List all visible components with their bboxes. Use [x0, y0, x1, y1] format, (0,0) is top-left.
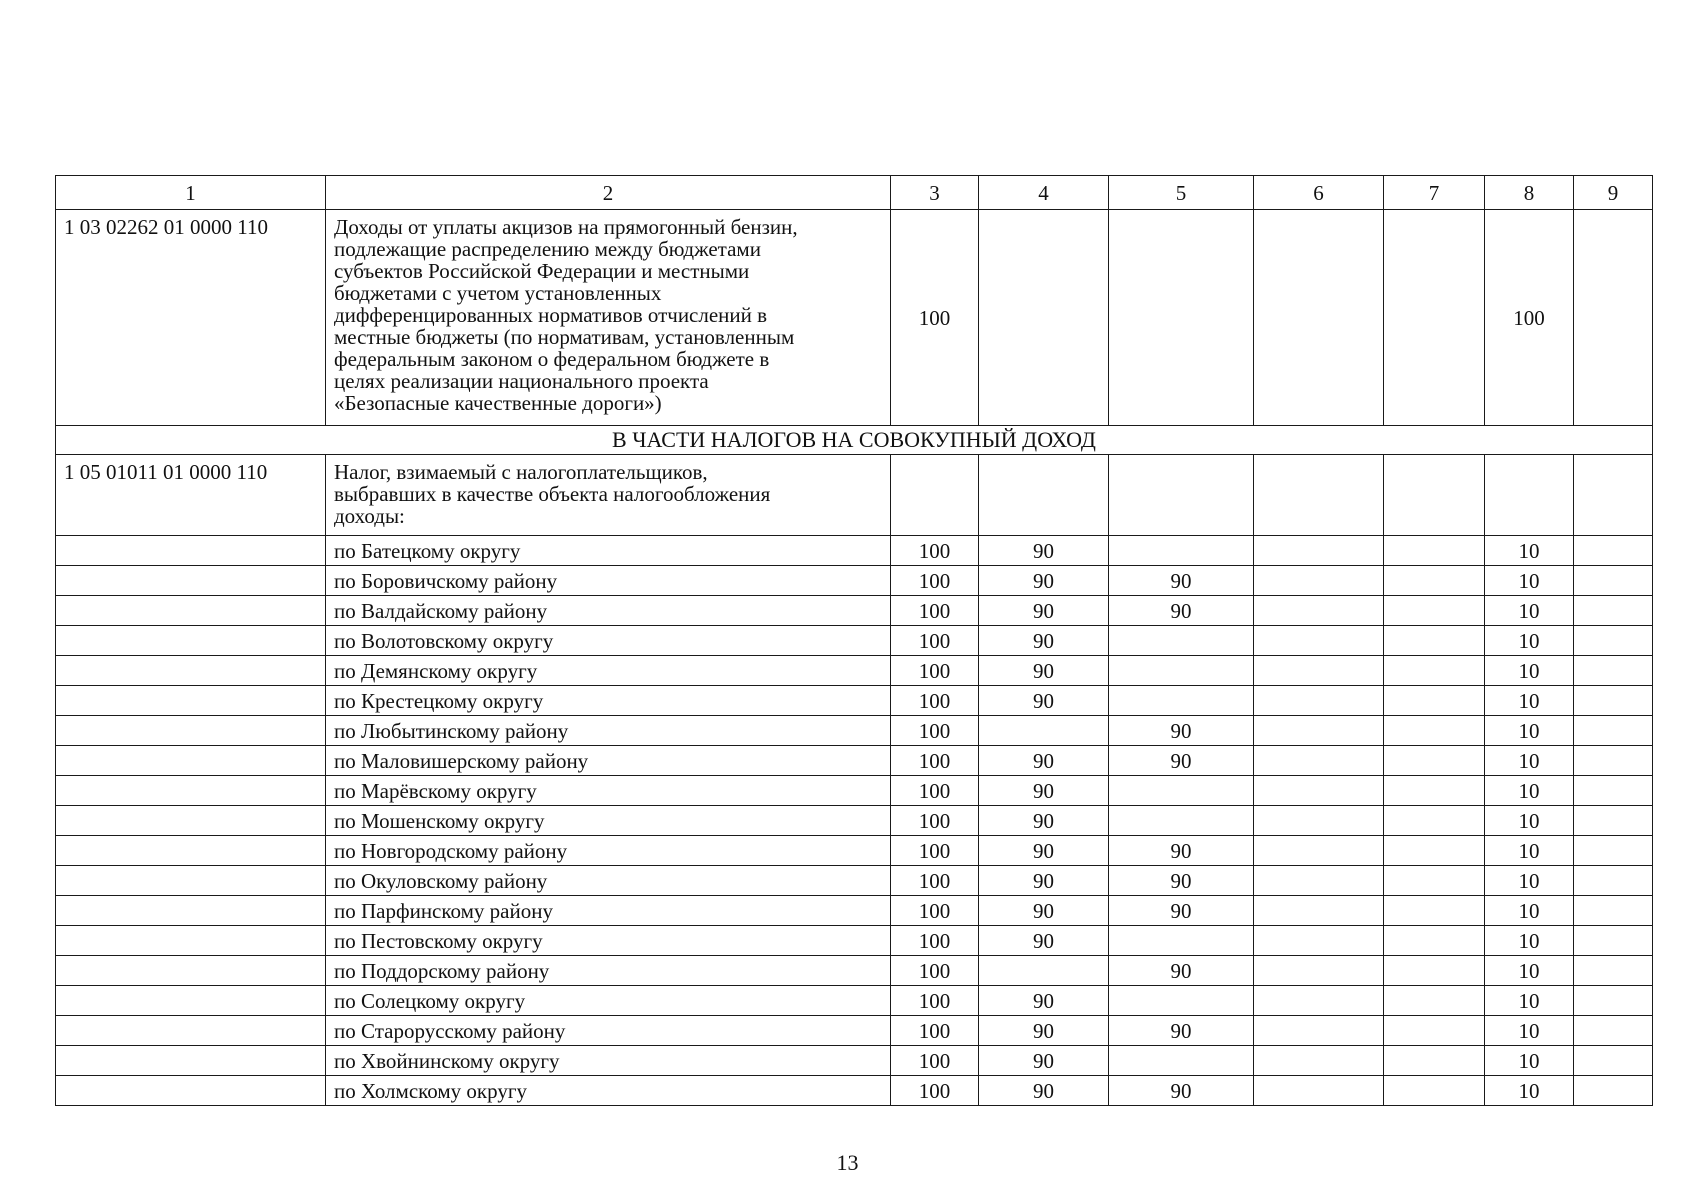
value-cell — [1254, 926, 1384, 956]
budget-classification-code — [56, 626, 326, 656]
budget-classification-code — [56, 806, 326, 836]
district-name: по Старорусскому району — [326, 1016, 891, 1046]
column-number: 7 — [1384, 176, 1485, 210]
value-cell — [1109, 1046, 1254, 1076]
budget-classification-code — [56, 686, 326, 716]
value-cell: 90 — [1109, 866, 1254, 896]
value-cell — [1574, 626, 1653, 656]
section-header-row — [56, 426, 1653, 455]
value-cell — [1254, 1046, 1384, 1076]
district-name: по Демянскому округу — [326, 656, 891, 686]
value-cell: 90 — [979, 566, 1109, 596]
table-row — [56, 716, 1653, 746]
value-cell — [1384, 1046, 1485, 1076]
budget-classification-code — [56, 1076, 326, 1106]
value-cell — [1384, 746, 1485, 776]
value-cell: 100 — [891, 1046, 979, 1076]
description-line: «Безопасные качественные дороги») — [334, 391, 662, 415]
value-cell: 90 — [979, 896, 1109, 926]
district-name: по Валдайскому району — [326, 596, 891, 626]
column-number: 2 — [326, 176, 891, 210]
description-line: субъектов Российской Федерации и местными — [334, 259, 750, 283]
value-cell — [1574, 776, 1653, 806]
value-cell — [1574, 896, 1653, 926]
value-cell — [1254, 455, 1384, 536]
table-row — [56, 1076, 1653, 1106]
value-cell — [1574, 926, 1653, 956]
value-cell — [1384, 836, 1485, 866]
value-cell: 100 — [891, 596, 979, 626]
value-cell — [1254, 656, 1384, 686]
description-line: целях реализации национального проекта — [334, 369, 709, 393]
value-cell: 100 — [891, 806, 979, 836]
value-cell — [1384, 776, 1485, 806]
table-row — [56, 926, 1653, 956]
budget-classification-code — [56, 746, 326, 776]
budget-classification-code: 1 05 01011 01 0000 110 — [56, 455, 326, 536]
description-line: федеральным законом о федеральном бюджете в — [334, 347, 770, 371]
value-cell: 100 — [891, 836, 979, 866]
value-cell: 100 — [1485, 210, 1574, 426]
table-row — [56, 1046, 1653, 1076]
value-cell — [1384, 956, 1485, 986]
value-cell — [1384, 806, 1485, 836]
value-cell — [1254, 596, 1384, 626]
value-cell — [1384, 536, 1485, 566]
table-row — [56, 1016, 1653, 1046]
value-cell: 90 — [979, 746, 1109, 776]
description-line: Доходы от уплаты акцизов на прямогонный бензин, — [334, 215, 798, 239]
column-number: 6 — [1254, 176, 1384, 210]
value-cell — [1384, 596, 1485, 626]
value-cell — [1254, 896, 1384, 926]
value-cell: 10 — [1485, 686, 1574, 716]
value-cell — [1384, 455, 1485, 536]
budget-classification-code — [56, 986, 326, 1016]
description-line: выбравших в качестве объекта налогообложения — [334, 482, 771, 506]
district-name: по Крестецкому округу — [326, 686, 891, 716]
value-cell: 90 — [979, 926, 1109, 956]
value-cell — [979, 956, 1109, 986]
value-cell: 90 — [979, 596, 1109, 626]
table-row-excise — [56, 210, 1653, 426]
value-cell — [1574, 866, 1653, 896]
column-number: 8 — [1485, 176, 1574, 210]
value-cell: 90 — [1109, 836, 1254, 866]
table-row — [56, 686, 1653, 716]
value-cell — [1254, 1076, 1384, 1106]
value-cell — [1254, 956, 1384, 986]
value-cell: 10 — [1485, 596, 1574, 626]
page-number: 13 — [836, 1150, 859, 1175]
budget-classification-code — [56, 926, 326, 956]
value-cell: 10 — [1485, 896, 1574, 926]
revenue-description — [326, 210, 891, 426]
value-cell: 100 — [891, 776, 979, 806]
value-cell: 90 — [979, 806, 1109, 836]
value-cell: 100 — [891, 1016, 979, 1046]
value-cell: 100 — [891, 896, 979, 926]
value-cell — [1574, 746, 1653, 776]
value-cell: 10 — [1485, 1076, 1574, 1106]
value-cell — [1109, 536, 1254, 566]
value-cell — [1574, 836, 1653, 866]
value-cell — [1254, 806, 1384, 836]
value-cell: 100 — [891, 210, 979, 426]
value-cell — [1254, 836, 1384, 866]
district-name: по Волотовскому округу — [326, 626, 891, 656]
value-cell: 100 — [891, 626, 979, 656]
value-cell — [1109, 776, 1254, 806]
budget-classification-code — [56, 776, 326, 806]
table-row — [56, 536, 1653, 566]
district-name: по Маловишерскому району — [326, 746, 891, 776]
description-line: Налог, взимаемый с налогоплательщиков, — [334, 460, 708, 484]
value-cell: 100 — [891, 746, 979, 776]
value-cell: 10 — [1485, 986, 1574, 1016]
budget-classification-code — [56, 656, 326, 686]
value-cell — [1254, 986, 1384, 1016]
value-cell: 90 — [979, 866, 1109, 896]
value-cell — [1384, 686, 1485, 716]
budget-classification-code — [56, 1016, 326, 1046]
value-cell: 100 — [891, 926, 979, 956]
district-name: по Любытинскому району — [326, 716, 891, 746]
value-cell — [1384, 716, 1485, 746]
value-cell: 90 — [1109, 1076, 1254, 1106]
value-cell: 90 — [979, 656, 1109, 686]
value-cell: 100 — [891, 566, 979, 596]
budget-classification-code — [56, 836, 326, 866]
value-cell — [1384, 656, 1485, 686]
value-cell: 90 — [1109, 716, 1254, 746]
value-cell: 10 — [1485, 1046, 1574, 1076]
table-row — [56, 806, 1653, 836]
table-row — [56, 596, 1653, 626]
value-cell — [1109, 656, 1254, 686]
value-cell: 100 — [891, 1076, 979, 1106]
value-cell — [1384, 986, 1485, 1016]
value-cell: 10 — [1485, 656, 1574, 686]
value-cell — [891, 455, 979, 536]
value-cell: 90 — [979, 1076, 1109, 1106]
value-cell — [1574, 596, 1653, 626]
section-title: В ЧАСТИ НАЛОГОВ НА СОВОКУПНЫЙ ДОХОД — [56, 426, 1653, 455]
value-cell: 90 — [979, 836, 1109, 866]
value-cell — [1109, 926, 1254, 956]
value-cell: 90 — [1109, 566, 1254, 596]
column-number: 9 — [1574, 176, 1653, 210]
district-name: по Окуловскому району — [326, 866, 891, 896]
value-cell — [1254, 716, 1384, 746]
value-cell — [1384, 866, 1485, 896]
value-cell: 10 — [1485, 716, 1574, 746]
value-cell: 90 — [1109, 956, 1254, 986]
value-cell — [1574, 210, 1653, 426]
table-row — [56, 896, 1653, 926]
value-cell: 90 — [1109, 1016, 1254, 1046]
value-cell: 90 — [979, 536, 1109, 566]
description-line: дифференцированных нормативов отчислений в — [334, 303, 768, 327]
value-cell: 100 — [891, 686, 979, 716]
budget-classification-code — [56, 956, 326, 986]
budget-classification-code — [56, 896, 326, 926]
value-cell: 100 — [891, 956, 979, 986]
description-line: доходы: — [334, 504, 405, 528]
district-name: по Холмскому округу — [326, 1076, 891, 1106]
value-cell — [1109, 455, 1254, 536]
value-cell — [1574, 1016, 1653, 1046]
value-cell — [1574, 956, 1653, 986]
value-cell — [1109, 686, 1254, 716]
value-cell — [1574, 566, 1653, 596]
value-cell: 90 — [979, 686, 1109, 716]
table-row-tax — [56, 455, 1653, 536]
value-cell: 10 — [1485, 836, 1574, 866]
value-cell — [1109, 806, 1254, 836]
budget-classification-code — [56, 596, 326, 626]
value-cell: 10 — [1485, 776, 1574, 806]
value-cell: 10 — [1485, 746, 1574, 776]
column-number-row — [56, 176, 1653, 210]
value-cell: 90 — [979, 1016, 1109, 1046]
value-cell: 90 — [979, 626, 1109, 656]
value-cell: 10 — [1485, 1016, 1574, 1046]
value-cell: 90 — [1109, 746, 1254, 776]
value-cell — [1574, 986, 1653, 1016]
value-cell — [1384, 896, 1485, 926]
value-cell: 90 — [979, 1046, 1109, 1076]
column-number: 1 — [56, 176, 326, 210]
district-name: по Солецкому округу — [326, 986, 891, 1016]
budget-classification-code — [56, 566, 326, 596]
value-cell — [1109, 626, 1254, 656]
district-name: по Батецкому округу — [326, 536, 891, 566]
value-cell — [1384, 1076, 1485, 1106]
table-row — [56, 746, 1653, 776]
district-name: по Марёвскому округу — [326, 776, 891, 806]
value-cell — [1254, 686, 1384, 716]
value-cell: 10 — [1485, 806, 1574, 836]
value-cell — [1384, 566, 1485, 596]
value-cell — [1384, 1016, 1485, 1046]
column-number: 5 — [1109, 176, 1254, 210]
value-cell: 100 — [891, 656, 979, 686]
budget-classification-code — [56, 536, 326, 566]
description-line: местные бюджеты (по нормативам, установленным — [334, 325, 795, 349]
table-row — [56, 626, 1653, 656]
value-cell — [1384, 926, 1485, 956]
value-cell — [979, 455, 1109, 536]
value-cell: 100 — [891, 866, 979, 896]
value-cell — [1254, 210, 1384, 426]
value-cell: 10 — [1485, 866, 1574, 896]
value-cell: 10 — [1485, 626, 1574, 656]
table-row — [56, 956, 1653, 986]
value-cell: 10 — [1485, 566, 1574, 596]
value-cell — [1254, 866, 1384, 896]
value-cell — [1574, 716, 1653, 746]
value-cell — [1254, 536, 1384, 566]
value-cell — [979, 716, 1109, 746]
description-line: бюджетами с учетом установленных — [334, 281, 662, 305]
value-cell: 90 — [1109, 896, 1254, 926]
value-cell — [1574, 1076, 1653, 1106]
value-cell — [1574, 806, 1653, 836]
revenue-description — [326, 455, 891, 536]
column-number: 3 — [891, 176, 979, 210]
value-cell: 10 — [1485, 956, 1574, 986]
value-cell — [1254, 626, 1384, 656]
table-row — [56, 656, 1653, 686]
value-cell — [1254, 776, 1384, 806]
district-name: по Парфинскому району — [326, 896, 891, 926]
district-name: по Боровичскому району — [326, 566, 891, 596]
revenue-distribution-table — [55, 175, 1653, 1106]
value-cell — [1574, 455, 1653, 536]
district-name: по Хвойнинскому округу — [326, 1046, 891, 1076]
table-row — [56, 566, 1653, 596]
value-cell — [1574, 1046, 1653, 1076]
description-line: подлежащие распределению между бюджетами — [334, 237, 761, 261]
value-cell — [979, 210, 1109, 426]
value-cell: 100 — [891, 536, 979, 566]
budget-classification-code — [56, 1046, 326, 1076]
value-cell — [1109, 210, 1254, 426]
value-cell — [1574, 656, 1653, 686]
table-row — [56, 986, 1653, 1016]
table-row — [56, 776, 1653, 806]
district-name: по Новгородскому району — [326, 836, 891, 866]
table-row — [56, 866, 1653, 896]
column-number: 4 — [979, 176, 1109, 210]
table-row — [56, 836, 1653, 866]
district-name: по Пестовскому округу — [326, 926, 891, 956]
value-cell — [1384, 626, 1485, 656]
value-cell: 10 — [1485, 926, 1574, 956]
value-cell — [1574, 536, 1653, 566]
value-cell: 90 — [979, 986, 1109, 1016]
value-cell — [1384, 210, 1485, 426]
value-cell: 90 — [1109, 596, 1254, 626]
value-cell: 90 — [979, 776, 1109, 806]
value-cell — [1109, 986, 1254, 1016]
value-cell — [1254, 746, 1384, 776]
value-cell — [1485, 455, 1574, 536]
budget-classification-code — [56, 716, 326, 746]
district-name: по Поддорскому району — [326, 956, 891, 986]
budget-classification-code: 1 03 02262 01 0000 110 — [56, 210, 326, 426]
value-cell: 100 — [891, 716, 979, 746]
budget-classification-code — [56, 866, 326, 896]
value-cell: 10 — [1485, 536, 1574, 566]
value-cell — [1254, 1016, 1384, 1046]
value-cell — [1254, 566, 1384, 596]
value-cell — [1574, 686, 1653, 716]
district-name: по Мошенскому округу — [326, 806, 891, 836]
value-cell: 100 — [891, 986, 979, 1016]
